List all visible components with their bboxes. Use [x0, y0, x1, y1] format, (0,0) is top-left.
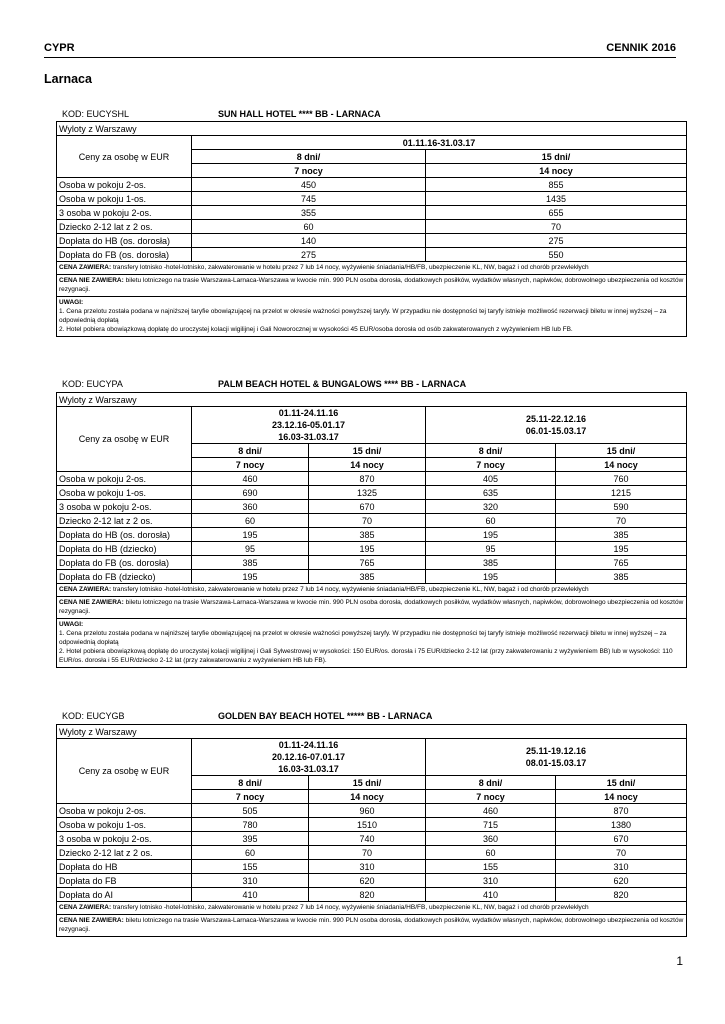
price-cell: 355	[192, 206, 426, 220]
duration-header: 7 nocy	[426, 790, 556, 804]
price-cell: 60	[192, 220, 426, 234]
price-cell: 60	[426, 514, 556, 528]
row-label: Dziecko 2-12 lat z 2 os.	[57, 514, 192, 528]
hotel-name: SUN HALL HOTEL **** BB - LARNACA	[218, 109, 381, 119]
table-row	[57, 220, 687, 234]
price-cell: 275	[426, 234, 687, 248]
duration-header: 14 nocy	[426, 164, 687, 178]
price-cell: 275	[192, 248, 426, 262]
row-label: Dopłata do HB	[57, 860, 192, 874]
duration-header: 7 nocy	[426, 458, 556, 472]
price-cell: 1215	[556, 486, 687, 500]
departure-label: Wyloty z Warszawy	[57, 122, 687, 136]
duration-header: 14 nocy	[309, 458, 426, 472]
duration-header: 8 dni/	[192, 150, 426, 164]
price-cell: 155	[426, 860, 556, 874]
excludes-note: CENA NIE ZAWIERA: biletu lotniczego na trasie Warszawa-Larnaca-Warszawa w kwocie min. 990 PLN osoba dorosła, dodatkowych posiłków, wydatków własnych, napiwków, dobrowolnego ubezpieczenia od kosztów rezygnacji.	[57, 915, 687, 937]
price-cell: 195	[192, 528, 309, 542]
duration-header: 15 dni/	[556, 444, 687, 458]
row-label: 3 osoba w pokoju 2-os.	[57, 206, 192, 220]
row-label: Dopłata do AI	[57, 888, 192, 902]
price-cell: 360	[192, 500, 309, 514]
table-row	[57, 818, 687, 832]
duration-header: 7 nocy	[192, 164, 426, 178]
includes-note: CENA ZAWIERA: transfery lotnisko -hotel-lotnisko, zakwaterowanie w hotelu przez 7 lub 14 nocy, wyżywienie śniadania/HB/FB, ubezpieczenie KL, NW, bagaż i od chorób przewlekłych	[57, 262, 687, 275]
row-label: Dopłata do HB (dziecko)	[57, 542, 192, 556]
price-cell: 1435	[426, 192, 687, 206]
price-cell: 460	[426, 804, 556, 818]
row-label: Dziecko 2-12 lat z 2 os.	[57, 220, 192, 234]
price-cell: 70	[426, 220, 687, 234]
duration-header: 8 dni/	[426, 776, 556, 790]
remarks-note: UWAGI: 1. Cena przelotu została podana w najniższej taryfie obowiązującej na przelot w okresie ważności powyższej taryfy. W przypadku nie dostępności tej taryfy istnieje możliwość rezerwacji biletu w innej wyższej – za odpowiednią dopłatą 2. Hotel pobiera obowiązkową dopłatę do uroczystej kolacji wigilijnej i Gali Noworocznej w wysokości 45 EUR/osoba dorosła od osób zakwaterowanych z wyżywieniem HB lub FB.	[57, 297, 687, 337]
price-cell: 395	[192, 832, 309, 846]
table-row	[57, 860, 687, 874]
price-cell: 820	[309, 888, 426, 902]
price-cell: 310	[309, 860, 426, 874]
duration-header: 8 dni/	[426, 444, 556, 458]
price-cell: 195	[556, 542, 687, 556]
page-header	[44, 42, 676, 58]
pricelist-title: CENNIK 2016	[606, 42, 676, 54]
price-cell: 745	[192, 192, 426, 206]
price-cell: 195	[426, 528, 556, 542]
price-cell: 670	[309, 500, 426, 514]
hotel-code: KOD: EUCYGB	[62, 711, 125, 721]
duration-header: 15 dni/	[426, 150, 687, 164]
price-cell: 655	[426, 206, 687, 220]
price-cell: 310	[192, 874, 309, 888]
hotel-code: KOD: EUCYPA	[62, 379, 123, 389]
price-cell: 60	[426, 846, 556, 860]
price-label: Ceny za osobę w EUR	[57, 136, 192, 178]
price-cell: 505	[192, 804, 309, 818]
price-cell: 310	[426, 874, 556, 888]
duration-header: 14 nocy	[309, 790, 426, 804]
table-row	[57, 570, 687, 584]
row-label: Osoba w pokoju 1-os.	[57, 486, 192, 500]
duration-header: 7 nocy	[192, 790, 309, 804]
row-label: 3 osoba w pokoju 2-os.	[57, 500, 192, 514]
price-cell: 1325	[309, 486, 426, 500]
table-row	[57, 514, 687, 528]
price-cell: 70	[309, 846, 426, 860]
price-cell: 765	[556, 556, 687, 570]
table-row	[57, 486, 687, 500]
remarks-note: UWAGI: 1. Cena przelotu została podana w najniższej taryfie obowiązującej na przelot w okresie ważności powyższej taryfy. W przypadku nie dostępności tej taryfy istnieje możliwość rezerwacji biletu w innej wyższej – za odpowiednią dopłatą 2. Hotel pobiera obowiązkową dopłatę do uroczystej kolacji wigilijnej i Gali Sylwestrowej w wysokości: 150 EUR/os. dorosła i 75 EUR/dziecko 2-12 lat (przy zakwaterowaniu z wyżywieniem BB) lub w wysokości: 110 EUR/os. dorosła i 55 EUR/dziecko 2-12 lat (przy zakwaterowaniu z wyżywieniem HB lub FB).	[57, 619, 687, 668]
hotel-code: KOD: EUCYSHL	[62, 109, 130, 119]
departure-label: Wyloty z Warszawy	[57, 725, 687, 739]
price-cell: 385	[556, 528, 687, 542]
excludes-note: CENA NIE ZAWIERA: biletu lotniczego na trasie Warszawa-Larnaca-Warszawa w kwocie min. 990 PLN osoba dorosła, dodatkowych posiłków, wydatków własnych, napiwków, dobrowolnego ubezpieczenia od kosztów rezygnacji.	[57, 597, 687, 619]
price-cell: 195	[426, 570, 556, 584]
row-label: Osoba w pokoju 2-os.	[57, 804, 192, 818]
period-header: 25.11-22.12.16 06.01-15.03.17	[426, 407, 687, 444]
price-cell: 780	[192, 818, 309, 832]
price-cell: 140	[192, 234, 426, 248]
table-row	[57, 248, 687, 262]
price-cell: 765	[309, 556, 426, 570]
row-label: Osoba w pokoju 1-os.	[57, 818, 192, 832]
row-label: Dopłata do FB (dziecko)	[57, 570, 192, 584]
table-row	[57, 192, 687, 206]
includes-note: CENA ZAWIERA: transfery lotnisko -hotel-lotnisko, zakwaterowanie w hotelu przez 7 lub 14 nocy, wyżywienie śniadania/HB/FB, ubezpieczenie KL, NW, bagaż i od chorób przewlekłych	[57, 584, 687, 597]
price-cell: 360	[426, 832, 556, 846]
price-table	[56, 724, 687, 937]
price-cell: 385	[309, 528, 426, 542]
price-cell: 1380	[556, 818, 687, 832]
row-label: Dopłata do FB (os. dorosła)	[57, 248, 192, 262]
price-cell: 550	[426, 248, 687, 262]
table-row	[57, 472, 687, 486]
price-cell: 690	[192, 486, 309, 500]
duration-header: 8 dni/	[192, 444, 309, 458]
table-row	[57, 234, 687, 248]
price-cell: 740	[309, 832, 426, 846]
hotel-name: GOLDEN BAY BEACH HOTEL ***** BB - LARNACA	[218, 711, 433, 721]
price-cell: 70	[556, 846, 687, 860]
table-row	[57, 206, 687, 220]
price-cell: 590	[556, 500, 687, 514]
period-header: 25.11-19.12.16 08.01-15.03.17	[426, 739, 687, 776]
duration-header: 8 dni/	[192, 776, 309, 790]
price-label: Ceny za osobę w EUR	[57, 739, 192, 804]
duration-header: 15 dni/	[309, 776, 426, 790]
duration-header: 7 nocy	[192, 458, 309, 472]
price-cell: 320	[426, 500, 556, 514]
table-row	[57, 832, 687, 846]
price-cell: 195	[192, 570, 309, 584]
price-cell: 195	[309, 542, 426, 556]
price-cell: 385	[192, 556, 309, 570]
price-cell: 670	[556, 832, 687, 846]
excludes-note: CENA NIE ZAWIERA: biletu lotniczego na trasie Warszawa-Larnaca-Warszawa w kwocie min. 990 PLN osoba dorosła, dodatkowych posiłków, wydatków własnych, napiwków, dobrowolnego ubezpieczenia od kosztów rezygnacji.	[57, 275, 687, 297]
price-cell: 450	[192, 178, 426, 192]
price-cell: 635	[426, 486, 556, 500]
table-row	[57, 556, 687, 570]
row-label: Osoba w pokoju 2-os.	[57, 472, 192, 486]
price-cell: 460	[192, 472, 309, 486]
table-row	[57, 178, 687, 192]
period-header: 01.11-24.11.16 20.12.16-07.01.17 16.03-31.03.17	[192, 739, 426, 776]
includes-note: CENA ZAWIERA: transfery lotnisko -hotel-lotnisko, zakwaterowanie w hotelu przez 7 lub 14 nocy, wyżywienie śniadania/HB/FB, ubezpieczenie KL, NW, bagaż i od chorób przewlekłych	[57, 902, 687, 915]
table-row	[57, 804, 687, 818]
price-cell: 410	[192, 888, 309, 902]
row-label: 3 osoba w pokoju 2-os.	[57, 832, 192, 846]
price-cell: 385	[309, 570, 426, 584]
table-row	[57, 874, 687, 888]
price-cell: 60	[192, 846, 309, 860]
page-number: 1	[676, 954, 683, 968]
hotel-name: PALM BEACH HOTEL & BUNGALOWS **** BB - LARNACA	[218, 379, 467, 389]
departure-label: Wyloty z Warszawy	[57, 393, 687, 407]
table-row	[57, 528, 687, 542]
city-heading: Larnaca	[44, 72, 92, 86]
table-row	[57, 846, 687, 860]
country-label: CYPR	[44, 42, 75, 54]
row-label: Osoba w pokoju 2-os.	[57, 178, 192, 192]
row-label: Dopłata do HB (os. dorosła)	[57, 528, 192, 542]
row-label: Dopłata do FB	[57, 874, 192, 888]
period-header: 01.11-24.11.16 23.12.16-05.01.17 16.03-31.03.17	[192, 407, 426, 444]
price-cell: 620	[309, 874, 426, 888]
period-header: 01.11.16-31.03.17	[192, 136, 687, 150]
price-cell: 960	[309, 804, 426, 818]
price-cell: 715	[426, 818, 556, 832]
price-cell: 70	[309, 514, 426, 528]
price-cell: 410	[426, 888, 556, 902]
table-row	[57, 500, 687, 514]
price-table	[56, 121, 687, 337]
price-cell: 820	[556, 888, 687, 902]
price-cell: 870	[556, 804, 687, 818]
price-label: Ceny za osobę w EUR	[57, 407, 192, 472]
price-cell: 870	[309, 472, 426, 486]
price-cell: 1510	[309, 818, 426, 832]
price-cell: 620	[556, 874, 687, 888]
row-label: Dopłata do HB (os. dorosła)	[57, 234, 192, 248]
duration-header: 15 dni/	[556, 776, 687, 790]
row-label: Dziecko 2-12 lat z 2 os.	[57, 846, 192, 860]
price-cell: 855	[426, 178, 687, 192]
price-cell: 70	[556, 514, 687, 528]
price-cell: 310	[556, 860, 687, 874]
duration-header: 15 dni/	[309, 444, 426, 458]
price-cell: 155	[192, 860, 309, 874]
table-row	[57, 888, 687, 902]
price-cell: 385	[556, 570, 687, 584]
price-cell: 60	[192, 514, 309, 528]
table-row	[57, 542, 687, 556]
price-cell: 385	[426, 556, 556, 570]
price-table	[56, 392, 687, 668]
duration-header: 14 nocy	[556, 790, 687, 804]
price-cell: 95	[426, 542, 556, 556]
price-cell: 760	[556, 472, 687, 486]
duration-header: 14 nocy	[556, 458, 687, 472]
row-label: Osoba w pokoju 1-os.	[57, 192, 192, 206]
price-cell: 95	[192, 542, 309, 556]
row-label: Dopłata do FB (os. dorosła)	[57, 556, 192, 570]
price-cell: 405	[426, 472, 556, 486]
